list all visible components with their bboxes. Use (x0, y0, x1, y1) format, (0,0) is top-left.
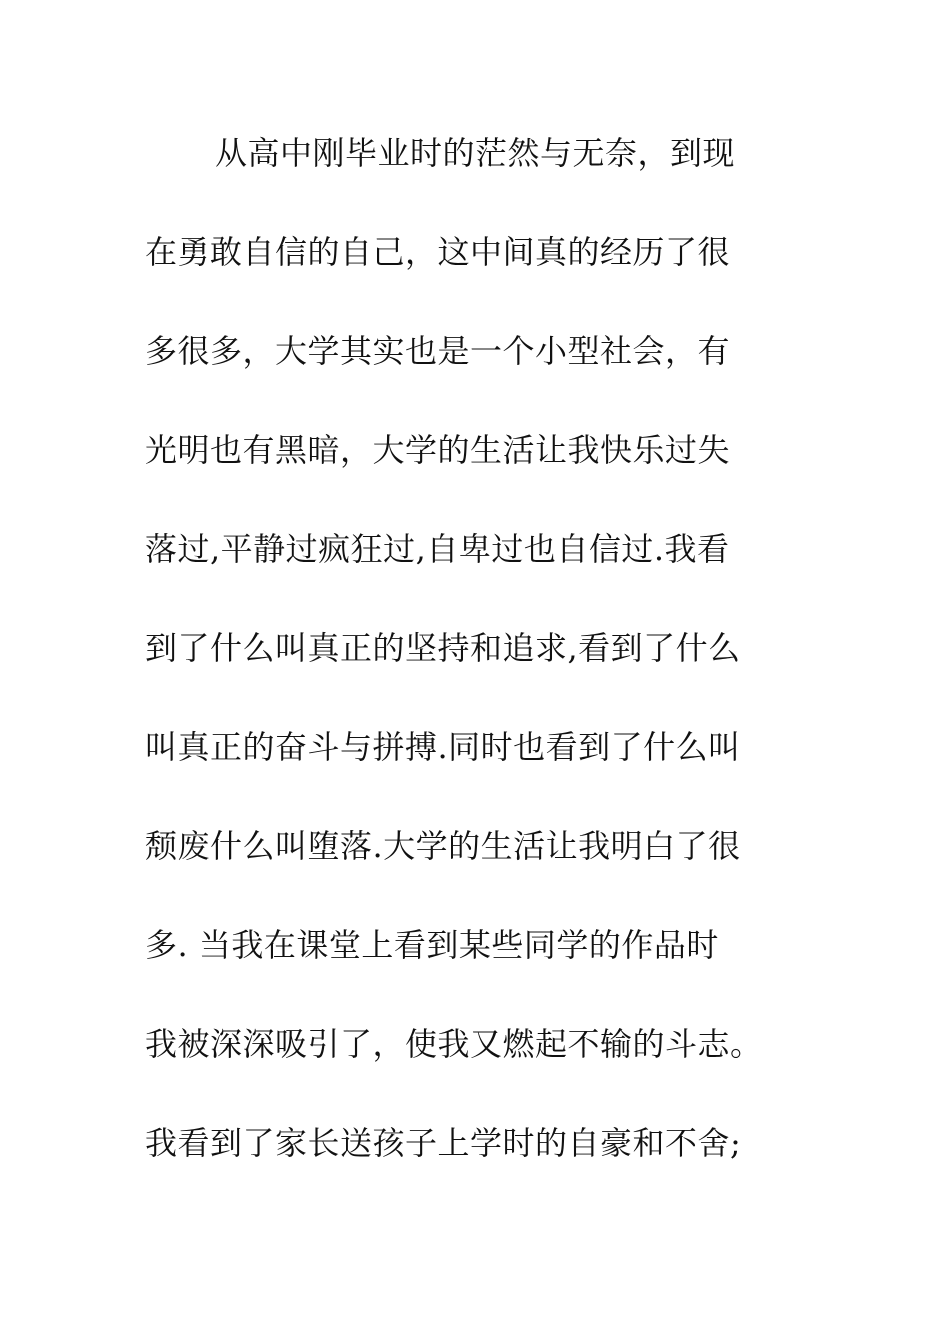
paragraph-line: 从高中刚毕业时的茫然与无奈，到现 (215, 134, 736, 172)
body-paragraph (145, 128, 805, 1217)
paragraph-line: 落过,平静过疯狂过,自卑过也自信过.我看 (145, 530, 730, 568)
paragraph-line: 多很多，大学其实也是一个小型社会，有 (145, 332, 731, 370)
paragraph-line: 光明也有黑暗，大学的生活让我快乐过失 (145, 431, 731, 469)
paragraph-line: 颓废什么叫堕落.大学的生活让我明白了很 (145, 827, 741, 865)
paragraph-line: 我被深深吸引了，使我又燃起不输的斗志。 (145, 1025, 763, 1063)
paragraph-line: 我看到了家长送孩子上学时的自豪和不舍; (145, 1124, 742, 1162)
paragraph-line: 叫真正的奋斗与拼搏.同时也看到了什么叫 (145, 728, 741, 766)
paragraph-line: 到了什么叫真正的坚持和追求,看到了什么 (145, 629, 741, 667)
paragraph-line: 多. 当我在课堂上看到某些同学的作品时 (145, 926, 719, 964)
paragraph-line: 在勇敢自信的自己，这中间真的经历了很 (145, 233, 731, 271)
